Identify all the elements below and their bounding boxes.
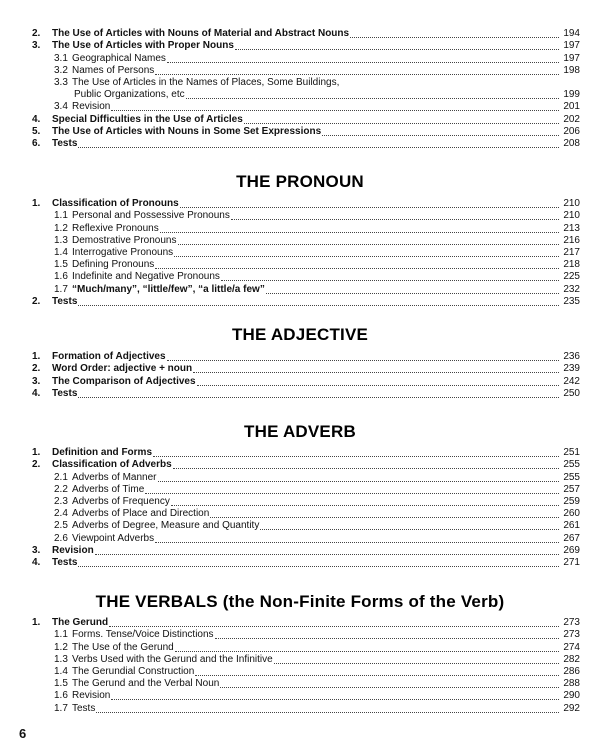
toc-entry-page: 225 (563, 271, 580, 283)
toc-entry-number: 1.4 (54, 246, 68, 258)
toc-entry (0, 89, 600, 101)
dot-leader (78, 146, 559, 148)
toc-entry-page: 213 (563, 222, 580, 234)
toc-entry-page: 274 (563, 641, 580, 653)
toc-entry-number: 2.2 (54, 483, 68, 495)
toc-entry-page: 239 (563, 363, 580, 375)
toc-entry-title: Adverbs of Manner (72, 471, 157, 483)
toc-entry-number: 1.1 (54, 210, 68, 222)
toc-entry-title: Adverbs of Frequency (72, 495, 170, 507)
toc-entry-title: Demostrative Pronouns (72, 234, 177, 246)
toc-entry-title: Names of Persons (72, 64, 155, 76)
toc-entry-title: Defining Pronouns (72, 259, 155, 271)
toc-entry-number: 1.5 (54, 259, 68, 271)
toc-entry (0, 351, 600, 363)
dot-leader (215, 637, 559, 639)
toc-entry-number: 1.4 (54, 665, 68, 677)
toc-entry-number: 3.4 (54, 101, 68, 113)
toc-entry-page: 260 (563, 508, 580, 520)
toc-entry-title: Classification of Pronouns (52, 198, 179, 210)
toc-entry-number: 1.6 (54, 690, 68, 702)
dot-leader (235, 48, 559, 50)
dot-leader (145, 492, 559, 494)
toc-entry-page: 198 (563, 64, 580, 76)
toc-entry-number: 1. (32, 447, 41, 459)
dot-leader (210, 516, 559, 518)
toc-entry (0, 40, 600, 52)
toc-entry-number: 3.1 (54, 52, 68, 64)
toc-entry-number: 2.1 (54, 471, 68, 483)
toc-entry-page: 257 (563, 483, 580, 495)
toc-entry-title: Public Organizations, etc (74, 89, 185, 101)
dot-leader (322, 134, 559, 136)
toc-entry-title: The Use of Articles with Proper Nouns (52, 40, 234, 52)
dot-leader (109, 625, 559, 627)
toc-entry-page: 288 (563, 678, 580, 690)
toc-entry (0, 113, 600, 125)
toc-entry-page: 261 (563, 520, 580, 532)
toc-entry (0, 508, 600, 520)
toc-entry-title: Adverbs of Place and Direction (72, 508, 210, 520)
toc-entry (0, 545, 600, 557)
toc-entry-number: 3.3 (54, 76, 68, 88)
toc-entry-title: Interrogative Pronouns (72, 246, 174, 258)
toc-entry (0, 641, 600, 653)
dot-leader (274, 662, 559, 664)
toc-entry-page: 255 (563, 471, 580, 483)
toc-entry-page: 286 (563, 665, 580, 677)
toc-entry-title: Revision (72, 101, 111, 113)
dot-leader (180, 206, 559, 208)
toc-section-adverb (0, 447, 600, 569)
dot-leader (95, 553, 559, 555)
toc-entry-page: 197 (563, 40, 580, 52)
toc-entry-page: 218 (563, 259, 580, 271)
toc-entry (0, 702, 600, 714)
toc-entry-title: Definition and Forms (52, 447, 152, 459)
toc-entry (0, 101, 600, 113)
toc-entry-title: The Comparison of Adjectives (52, 375, 196, 387)
dot-leader (244, 122, 559, 124)
toc-entry-title: Viewpoint Adverbs (72, 532, 155, 544)
toc-entry (0, 375, 600, 387)
toc-entry (0, 459, 600, 471)
toc-entry-number: 2. (32, 459, 41, 471)
toc-entry (0, 271, 600, 283)
toc-entry-page: 235 (563, 295, 580, 307)
toc-entry (0, 557, 600, 569)
toc-entry (0, 222, 600, 234)
toc-entry-page: 255 (563, 459, 580, 471)
toc-entry-title: Tests (52, 137, 78, 149)
toc-entry-page: 208 (563, 137, 580, 149)
toc-entry-page: 232 (563, 283, 580, 295)
toc-entry (0, 484, 600, 496)
toc-entry-title: Adverbs of Degree, Measure and Quantity (72, 520, 260, 532)
toc-entry-page: 199 (563, 89, 580, 101)
toc-entry (0, 690, 600, 702)
toc-entry-page: 269 (563, 544, 580, 556)
toc-entry-page: 201 (563, 101, 580, 113)
toc-entry-page: 242 (563, 375, 580, 387)
dot-leader (193, 371, 559, 373)
toc-entry-title: Tests (72, 702, 96, 714)
section-heading-pronoun: THE PRONOUN (236, 172, 364, 191)
toc-entry-title: Personal and Possessive Pronouns (72, 210, 230, 222)
dot-leader (197, 384, 559, 386)
toc-entry-number: 4. (32, 387, 41, 399)
toc-entry-title: Tests (52, 295, 78, 307)
toc-entry-title: Tests (52, 387, 78, 399)
dot-leader (175, 650, 559, 652)
toc-entry (0, 654, 600, 666)
toc-entry-title: The Use of Articles with Nouns in Some Set Expressions (52, 125, 322, 137)
toc-entry (0, 235, 600, 247)
dot-leader (171, 504, 559, 506)
toc-entry-number: 2.3 (54, 495, 68, 507)
toc-entry-number: 3. (32, 40, 41, 52)
toc-entry-page: 216 (563, 234, 580, 246)
toc-entry-page: 210 (563, 198, 580, 210)
toc-entry (0, 28, 600, 40)
toc-entry (0, 247, 600, 259)
toc-entry-title: Verbs Used with the Gerund and the Infinitive (72, 653, 273, 665)
dot-leader (153, 455, 559, 457)
toc-entry (0, 629, 600, 641)
section-heading-adjective: THE ADJECTIVE (231, 325, 369, 344)
toc-entry-page: 273 (563, 617, 580, 629)
dot-leader (221, 279, 559, 281)
toc-entry-number: 1.5 (54, 678, 68, 690)
toc-entry (0, 496, 600, 508)
toc-entry (0, 363, 600, 375)
dot-leader (155, 73, 559, 75)
dot-leader (167, 359, 559, 361)
toc-entry-page: 267 (563, 532, 580, 544)
toc-entry-number: 1.3 (54, 234, 68, 246)
dot-leader (78, 396, 559, 398)
toc-entry-title: Revision (72, 690, 111, 702)
dot-leader (266, 292, 559, 294)
toc-entry-title: The Gerund (52, 617, 109, 629)
dot-leader (96, 711, 559, 713)
toc-entry-page: 210 (563, 210, 580, 222)
toc-entry (0, 532, 600, 544)
section-heading-verbals: THE VERBALS (the Non-Finite Forms of the Verb) (95, 592, 505, 611)
toc-entry (0, 77, 600, 89)
toc-entry-title: Reflexive Pronouns (72, 222, 159, 234)
toc-entry-page: 194 (563, 28, 580, 40)
toc-entry-number: 2. (32, 363, 41, 375)
dot-leader (186, 97, 559, 99)
toc-section-pronoun (0, 198, 600, 308)
toc-entry (0, 138, 600, 150)
toc-entry (0, 617, 600, 629)
toc-entry-title: Forms. Tense/Voice Distinctions (72, 629, 214, 641)
toc-entry-number: 1.7 (54, 702, 68, 714)
toc-entry-number: 2.5 (54, 520, 68, 532)
toc-entry-number: 3. (32, 375, 41, 387)
toc-entry (0, 52, 600, 64)
toc-entry (0, 259, 600, 271)
toc-entry-number: 4. (32, 556, 41, 568)
dot-leader (160, 231, 559, 233)
toc-entry (0, 388, 600, 400)
dot-leader (260, 528, 559, 530)
toc-entry (0, 65, 600, 77)
toc-entry-number: 1.3 (54, 653, 68, 665)
toc-entry (0, 198, 600, 210)
toc-entry-title: Formation of Adjectives (52, 351, 166, 363)
toc-entry-title: The Use of Articles with Nouns of Material and Abstract Nouns (52, 28, 350, 40)
section-heading-adverb: THE ADVERB (244, 422, 356, 441)
toc-entry-title: Indefinite and Negative Pronouns (72, 271, 220, 283)
dot-leader (78, 304, 559, 306)
toc-entry-page: 292 (563, 702, 580, 714)
toc-entry-page: 202 (563, 113, 580, 125)
toc-entry-number: 2.6 (54, 532, 68, 544)
toc-entry-number: 3.2 (54, 64, 68, 76)
toc-entry-title: Revision (52, 544, 94, 556)
toc-entry-title: Adverbs of Time (72, 483, 145, 495)
toc-entry-page: 250 (563, 387, 580, 399)
toc-entry (0, 447, 600, 459)
dot-leader (155, 541, 559, 543)
toc-entry-title: The Gerund and the Verbal Noun (72, 678, 220, 690)
toc-entry (0, 296, 600, 308)
toc-entry-number: 4. (32, 113, 41, 125)
toc-entry-title: Word Order: adjective + noun (52, 363, 193, 375)
toc-entry-number: 6. (32, 137, 41, 149)
toc-entry (0, 520, 600, 532)
dot-leader (158, 480, 560, 482)
toc-entry-number: 2. (32, 295, 41, 307)
toc-entry-page: 282 (563, 653, 580, 665)
toc-entry-page: 236 (563, 351, 580, 363)
dot-leader (167, 61, 559, 63)
dot-leader (174, 255, 559, 257)
toc-entry-number: 2. (32, 28, 41, 40)
dot-leader (231, 218, 559, 220)
toc-entry-page: 259 (563, 495, 580, 507)
toc-entry (0, 283, 600, 295)
dot-leader (178, 243, 560, 245)
toc-entry-number: 3. (32, 544, 41, 556)
toc-entry-page: 217 (563, 246, 580, 258)
toc-entry-title: The Gerundial Construction (72, 665, 195, 677)
toc-entry-number: 1.2 (54, 222, 68, 234)
toc-entry-title: Classification of Adverbs (52, 459, 172, 471)
toc-entry-title: Geographical Names (72, 52, 166, 64)
toc-entry-page: 290 (563, 690, 580, 702)
toc-entry-page: 273 (563, 629, 580, 641)
toc-entry (0, 210, 600, 222)
toc-entry-number: 5. (32, 125, 41, 137)
dot-leader (111, 109, 559, 111)
toc-entry (0, 126, 600, 138)
toc-entry-number: 1.7 (54, 283, 68, 295)
toc-entry (0, 678, 600, 690)
toc-entry-page: 271 (563, 556, 580, 568)
dot-leader (350, 36, 559, 38)
toc-section-verbals (0, 617, 600, 715)
toc-entry-number: 1.1 (54, 629, 68, 641)
dot-leader (195, 674, 559, 676)
toc-entry-title: “Much/many”, “little/few”, “a little/a few” (72, 283, 265, 295)
dot-leader (173, 467, 559, 469)
toc-entry-number: 1.2 (54, 641, 68, 653)
toc-entry-page: 206 (563, 125, 580, 137)
toc-entry (0, 666, 600, 678)
toc-entry-title: The Use of Articles in the Names of Places, Some Buildings, (72, 76, 340, 88)
toc-entry-number: 1. (32, 351, 41, 363)
dot-leader (78, 565, 559, 567)
toc-top-list (0, 28, 600, 150)
toc-entry-title: The Use of the Gerund (72, 641, 174, 653)
toc-entry-number: 1. (32, 617, 41, 629)
dot-leader (111, 698, 559, 700)
dot-leader (155, 267, 559, 269)
toc-entry-number: 1.6 (54, 271, 68, 283)
toc-entry-number: 2.4 (54, 508, 68, 520)
dot-leader (220, 686, 559, 688)
toc-entry-title: Tests (52, 556, 78, 568)
toc-section-adjective (0, 351, 600, 400)
toc-entry-title: Special Difficulties in the Use of Articles (52, 113, 243, 125)
toc-entry-number: 1. (32, 198, 41, 210)
toc-entry (0, 471, 600, 483)
toc-entry-page: 251 (563, 447, 580, 459)
footer-page-number: 6 (19, 726, 27, 741)
toc-entry-page: 197 (563, 52, 580, 64)
